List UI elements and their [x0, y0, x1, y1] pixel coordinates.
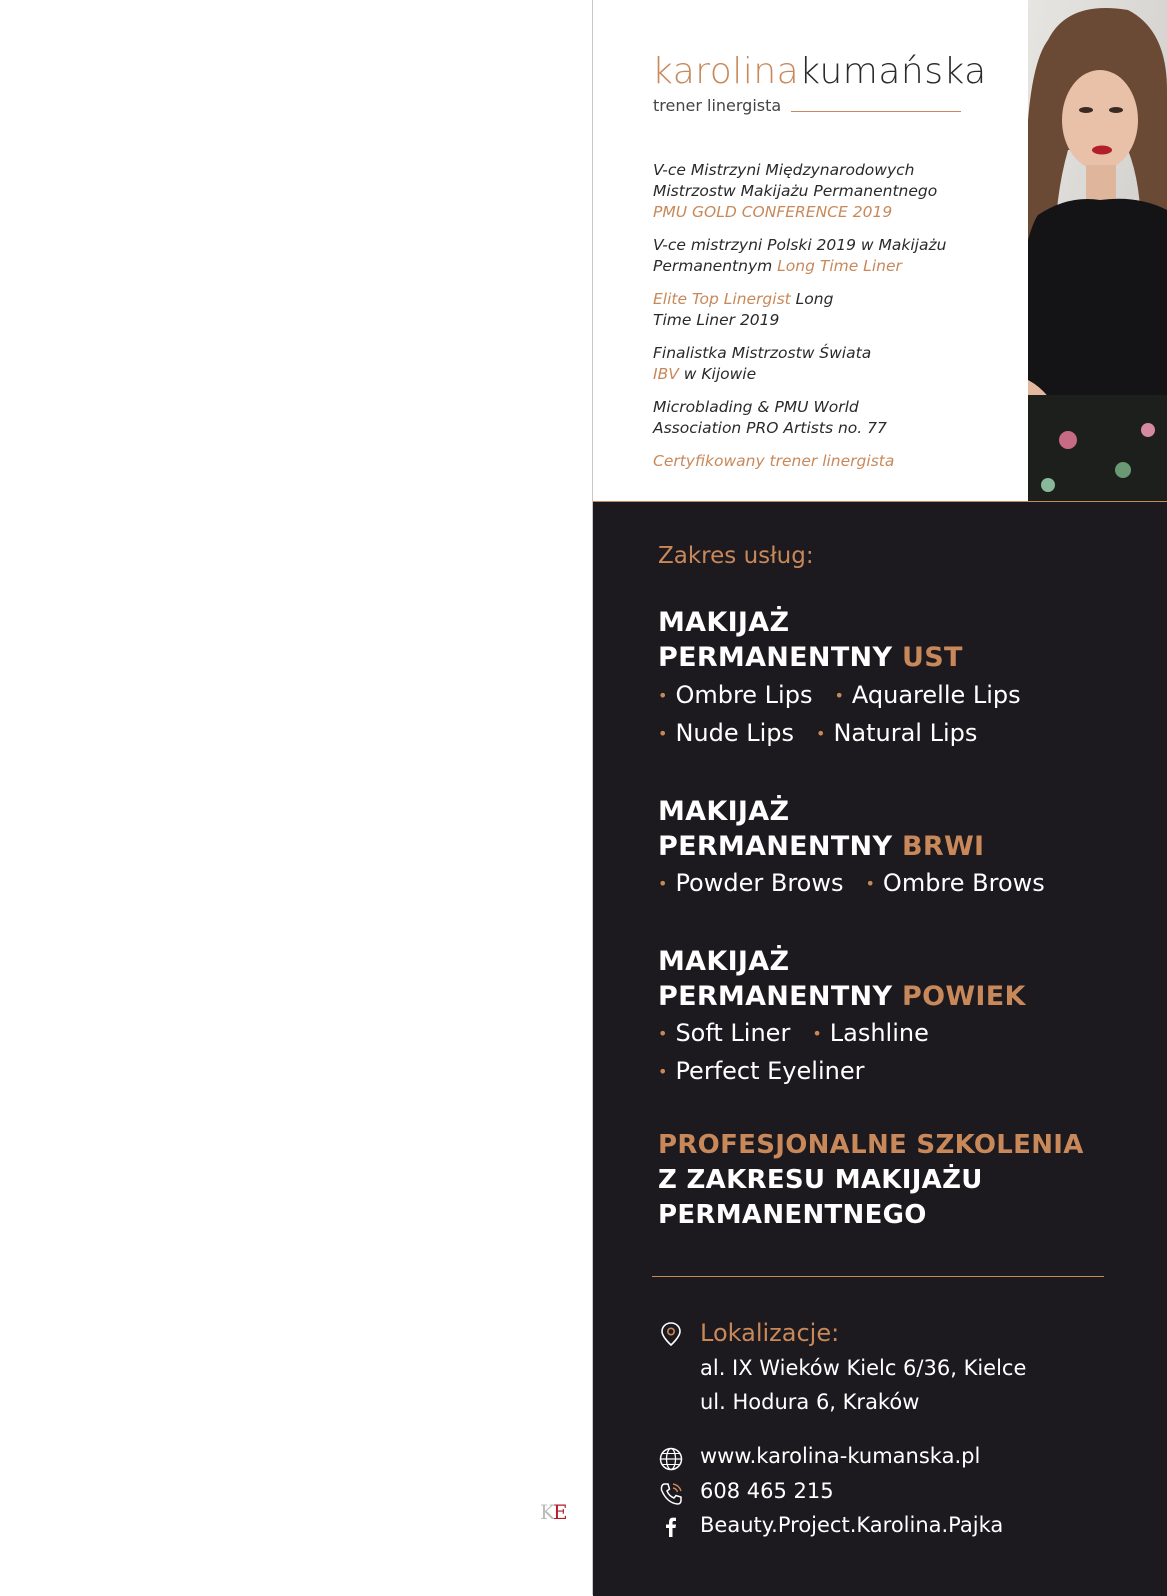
- facebook-icon: [658, 1514, 684, 1540]
- globe-icon: [658, 1446, 684, 1472]
- training-heading: PROFESJONALNE SZKOLENIA Z ZAKRESU MAKIJAŻU PERMANENTNEGO: [658, 1130, 1084, 1230]
- achievement-item: Microblading & PMU World Association PRO Artists no. 77: [653, 398, 887, 437]
- service-item: • Soft Liner: [658, 1019, 791, 1047]
- service-item: • Nude Lips: [658, 719, 795, 747]
- achievement-item: Finalistka Mistrzostw Świata IBV w Kijowie: [653, 344, 872, 383]
- phone-number[interactable]: 608 465 215: [700, 1479, 834, 1503]
- service-heading-brows: MAKIJAŻ PERMANENTNY BRWI: [658, 796, 985, 862]
- service-row: [658, 719, 999, 747]
- service-item: • Ombre Lips: [658, 681, 813, 709]
- brand-first-name: karolina: [652, 51, 800, 92]
- service-item: • Perfect Eyeliner: [658, 1057, 865, 1085]
- service-row: [658, 869, 1067, 897]
- service-item: • Powder Brows: [658, 869, 844, 897]
- services-title: Zakres usług:: [658, 543, 814, 569]
- brand-subtitle: trener linergista: [653, 96, 782, 115]
- achievement-item: Elite Top Linergist Long Time Liner 2019: [653, 290, 834, 329]
- publisher-logo: KE: [540, 1500, 566, 1524]
- service-item: • Ombre Brows: [865, 869, 1045, 897]
- achievement-item: Certyfikowany trener linergista: [653, 452, 895, 470]
- service-row: [658, 1057, 886, 1085]
- brand-name: [652, 50, 987, 94]
- location-pin-icon: [658, 1321, 684, 1347]
- achievement-item: V-ce Mistrzyni Międzynarodowych Mistrzostw Makijażu Permanentnego PMU GOLD CONFERENCE 2019: [653, 161, 938, 221]
- achievement-item: V-ce mistrzyni Polski 2019 w Makijażu Permanentnym Long Time Liner: [653, 236, 947, 275]
- locations-label: Lokalizacje:: [700, 1319, 840, 1347]
- service-row: [658, 681, 1043, 709]
- service-item: • Natural Lips: [816, 719, 978, 747]
- facebook-page[interactable]: Beauty.Project.Karolina.Pajka: [700, 1513, 1004, 1537]
- phone-icon: [658, 1481, 684, 1507]
- portrait-illustration: [1028, 0, 1167, 501]
- website-link[interactable]: www.karolina-kumanska.pl: [700, 1444, 981, 1468]
- service-row: [658, 1019, 951, 1047]
- subtitle-rule: [791, 111, 961, 112]
- portrait-photo: [1028, 0, 1167, 501]
- service-item: • Aquarelle Lips: [834, 681, 1021, 709]
- contact-divider: [652, 1276, 1104, 1277]
- brand-last-name: kumańska: [799, 51, 987, 92]
- service-heading-lips: MAKIJAŻ PERMANENTNY UST: [658, 607, 963, 673]
- location-address: ul. Hodura 6, Kraków: [700, 1390, 920, 1414]
- service-heading-eyelids: MAKIJAŻ PERMANENTNY POWIEK: [658, 946, 1026, 1012]
- service-item: • Lashline: [812, 1019, 929, 1047]
- location-address: al. IX Wieków Kielc 6/36, Kielce: [700, 1356, 1027, 1380]
